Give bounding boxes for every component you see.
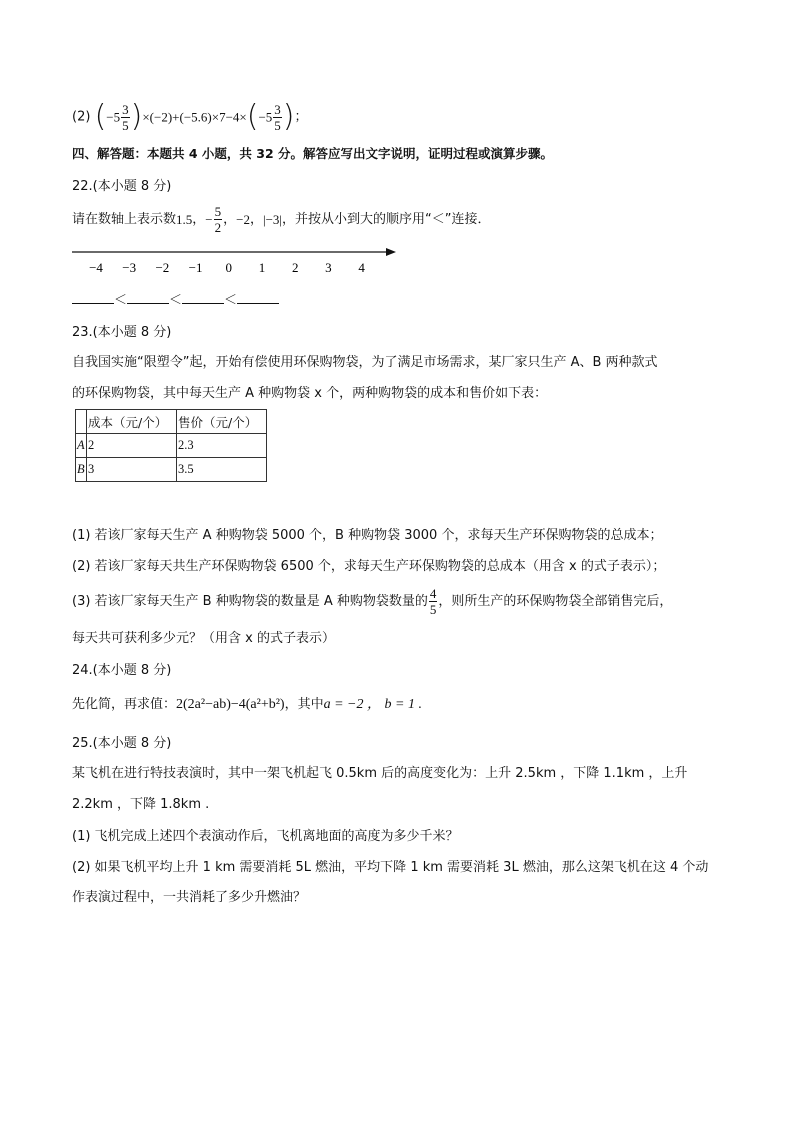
answer-blank[interactable] (72, 291, 114, 304)
question-22-number: 22.(本小题 8 分) (72, 179, 172, 194)
question-23-number: 23.(本小题 8 分) (72, 325, 172, 340)
question-24-number: 24.(本小题 8 分) (72, 663, 172, 678)
fraction: $\frac{4}{5}$ (429, 586, 437, 617)
question-25-number: 25.(本小题 8 分) (72, 736, 172, 751)
question-25-sub-1: (1) 飞机完成上述四个表演动作后，飞机离地面的高度为多少千米？ (72, 829, 459, 844)
problem21-part2-expression: (2) (−5 $\frac{3}{5}$ )×(−2)+(−5.6)×7−4×(−5 $\frac{3}{5}$ )； (72, 99, 308, 134)
question-24-text: 先化简，再求值：2(2a²−ab)−4(a²+b²)，其中a = −2 ， b = 1 . (72, 697, 422, 712)
question-25-sub-2: (2) 如果飞机平均上升 1 km 需要消耗 5L 燃油，平均下降 1 km 需要消耗 3L 燃油，那么这架飞机在这 4 个动 (72, 860, 709, 875)
question-23-sub-3-cont: 每天共可获利多少元？（用含 x 的式子表示） (72, 631, 335, 646)
question-23-sub-3: (3) 若该厂家每天生产 B 种购物袋的数量是 A 种购物袋数量的 $\frac{4}{5}$ ，则所生产的环保购物袋全部销售完后， (72, 586, 673, 617)
number-line-tick-label: −3 (122, 260, 137, 275)
question-23-sub-2: (2) 若该厂家每天共生产环保购物袋 6500 个，求每天生产环保购物袋的总成本（用含 x 的式子表示）； (72, 559, 666, 574)
question-23-sub-1: (1) 若该厂家每天生产 A 种购物袋 5000 个，B 种购物袋 3000 个，求每天生产环保购物袋的总成本； (72, 528, 663, 543)
table-cell: 2 (87, 434, 177, 458)
question-25-paragraph-2: 2.2km ，下降 1.8km . (72, 797, 210, 812)
answer-blank[interactable] (237, 291, 279, 304)
cost-price-table (75, 409, 267, 482)
table-header-cell: 售价（元/个） (177, 410, 267, 434)
table-cell: 3.5 (177, 458, 267, 482)
number-line-tick-label: 0 (225, 260, 233, 275)
number-line-tick-label: 2 (291, 260, 299, 275)
question-25-sub-2-cont: 作表演过程中，一共消耗了多少升燃油？ (72, 890, 307, 905)
question-23-paragraph-2: 的环保购物袋，其中每天生产 A 种购物袋 x 个，两种购物袋的成本和售价如下表： (72, 386, 548, 401)
math-condition: a = −2 ， b = 1 . (323, 697, 422, 712)
question-22-text: 请在数轴上表示数1.5，− $\frac{5}{2}$ ，−2，|−3|，并按从小到大的顺序用“＜”连接． (72, 204, 491, 235)
number-line-tick-label: 4 (358, 260, 365, 275)
number-line-tick-label: 1 (258, 260, 266, 275)
answer-blank[interactable] (182, 291, 224, 304)
number-line-tick-label: 3 (325, 260, 332, 275)
table-header-row (76, 410, 267, 434)
table-header-cell (76, 410, 87, 434)
table-row (76, 458, 267, 482)
number-line-tick-label: −4 (89, 260, 103, 275)
table-cell: B (76, 458, 87, 482)
fraction: $\frac{3}{5}$ (274, 101, 281, 133)
table-cell: 2.3 (177, 434, 267, 458)
number-line-ticks (89, 260, 365, 275)
answer-blanks: ＜ ＜ ＜ (72, 291, 279, 307)
table-row (76, 434, 267, 458)
fraction: $\frac{5}{2}$ (214, 204, 222, 235)
question-23-paragraph-1: 自我国实施“限塑令”起，开始有偿使用环保购物袋，为了满足市场需求，某厂家只生产 A、B 两种款式 (72, 355, 658, 370)
fraction: $\frac{3}{5}$ (122, 101, 129, 133)
table-header-cell: 成本（元/个） (87, 410, 177, 434)
number-line-tick-label: −2 (155, 260, 170, 275)
number-line-arrow (386, 248, 396, 256)
part-label: (2) (72, 109, 91, 125)
number-line (70, 244, 400, 278)
section-heading: 四、解答题：本题共 4 小题，共 32 分。解答应写出文字说明，证明过程或演算步骤。 (72, 146, 554, 161)
table-cell: A (76, 434, 87, 458)
number-line-tick-label: −1 (188, 260, 203, 275)
math-expression: 2(2a²−ab)−4(a²+b²) (176, 697, 285, 712)
answer-blank[interactable] (127, 291, 169, 304)
question-25-paragraph-1: 某飞机在进行特技表演时，其中一架飞机起飞 0.5km 后的高度变化为：上升 2.5km ，下降 1.1km ，上升 (72, 766, 688, 781)
table-cell: 3 (87, 458, 177, 482)
